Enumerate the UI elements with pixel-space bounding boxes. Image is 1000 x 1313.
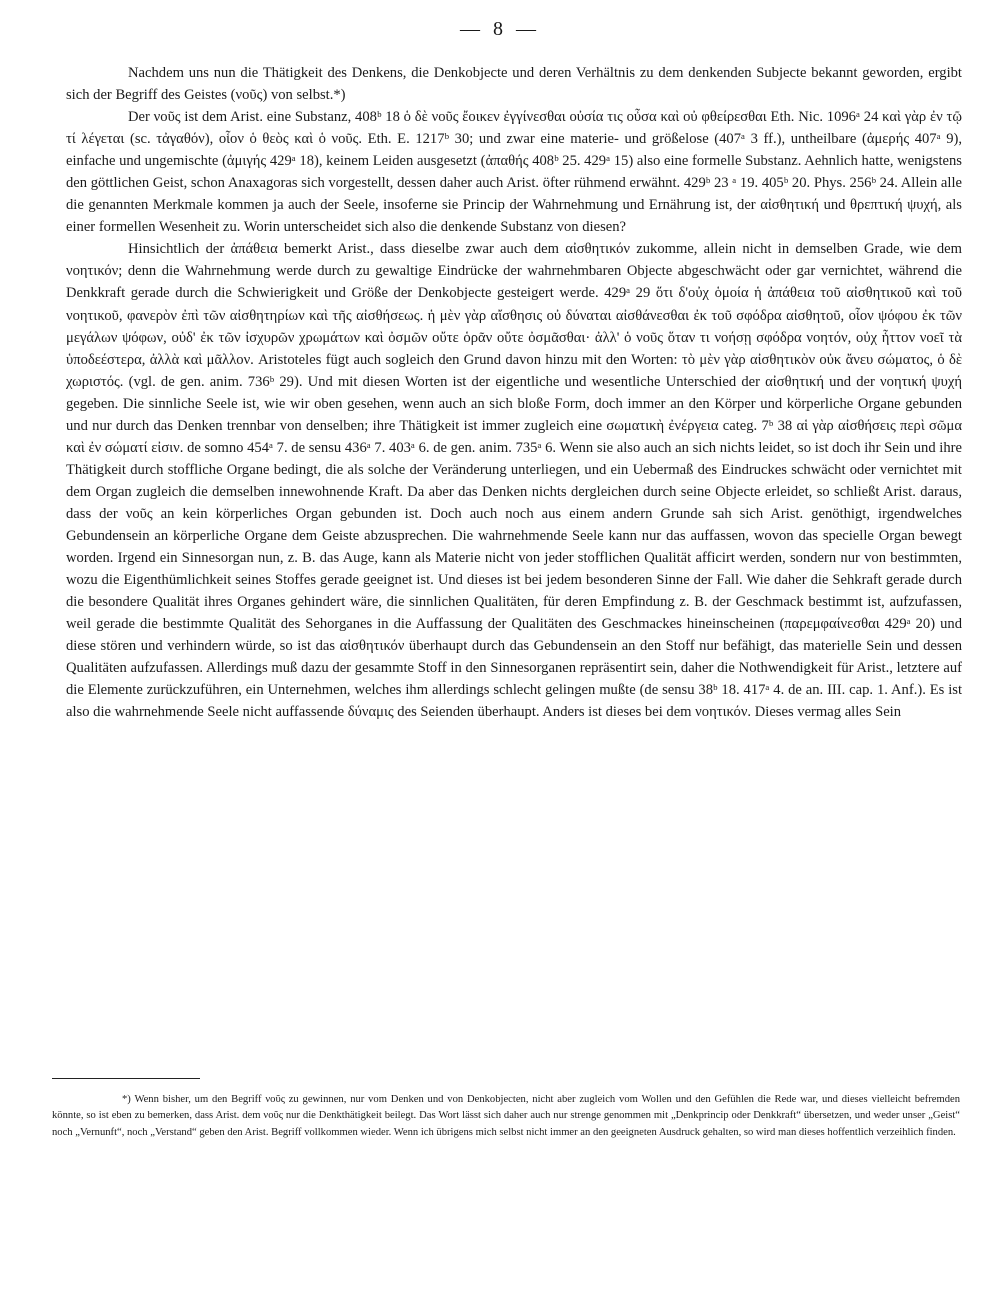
page-number: — 8 — [460, 18, 540, 40]
main-text [66, 62, 962, 723]
paragraph-apatheia: Hinsichtlich der ἀπάθεια bemerkt Arist., dass dieselbe zwar auch dem αἰσθητικόν zukomme, allein nicht in demselben Grade, wie dem νοητικόν; denn die Wahrnehmung werde durch zu gewaltige Eindrücke der wahrnehmbaren Objecte abgeschwächt oder gar vernichtet, während die Denkkraft gerade durch die Schwierigkeit und Größe der Denkobjecte gesteigert werde. 429ᵃ 29 ὅτι δ'οὐχ ὁμοία ἡ ἀπάθεια τοῦ αἰσθητικοῦ καὶ τοῦ νοητικοῦ, φανερὸν ἐπὶ τῶν αἰσθητηρίων καὶ τῆς αἰσθήσεως. ἡ μὲν γὰρ αἴσθησις οὐ δύναται αἰσθάνεσθαι ἐκ τοῦ σφόδρα αἰσθητοῦ, οἷον ψόφου ἐκ τῶν μεγάλων ψόφων, οὐδ' ἐκ τῶν ἰσχυρῶν χρωμάτων καὶ ὀσμῶν οὔτε ὁρᾶν οὔτε ὀσμᾶσθαι· ἀλλ' ὁ νοῦς ὅταν τι νοήσῃ σφόδρα νοητόν, οὐχ ἧττον νοεῖ τὰ ὑποδεέστερα, ἀλλὰ καὶ μᾶλλον. Aristoteles fügt auch sogleich den Grund davon hinzu mit den Worten: τὸ μὲν γὰρ αἰσθητικὸν οὐκ ἄνευ σώματος, ὁ δὲ χωριστός. (vgl. de gen. anim. 736ᵇ 29). Und mit diesen Worten ist der eigentliche und wesentliche Unterschied der αἰσθητική und der νοητική ψυχή gegeben. Die sinnliche Seele ist, wie wir oben gesehen, wenn auch an sich bloße Form, doch immer an den Körper und körperliche Organe gebunden und nur durch das Denken trennbar von denselben; ihre Thätigkeit ist immer zugleich eine σωματικὴ ἐνέργεια categ. 7ᵇ 38 αἱ γὰρ αἰσθήσεις περὶ σῶμα καὶ ἐν σώματί εἰσιν. de somno 454ᵃ 7. de sensu 436ᵃ 7. 403ᵃ 6. de gen. anim. 735ᵃ 6. Wenn sie also auch an sich nichts leidet, so ist doch ihr Sein und ihre Thätigkeit durch stoffliche Organe bedingt, die als solche der Veränderung unterliegen, und ein Uebermaß des Eindruckes schwächt oder vernichtet mit dem Organ zugleich die demselben innewohnende Kraft. Da aber das Denken nichts dergleichen durch seine Objecte erleidet, so schließt Arist. daraus, dass der νοῦς an kein körperliches Organ gebunden ist. Doch auch noch aus einem andern Grunde sah sich Arist. genöthigt, irgendwelches Gebundensein an körperliche Organe dem Geiste abzusprechen. Die wahrnehmende Seele kann nur das auffassen, wovon das specielle Organ bewegt worden. Irgend ein Sinnesorgan nun, z. B. das Auge, kann als Materie nicht von jeder stofflichen Qualität afficirt werden, sondern nur von bestimmten, wozu die Eigenthümlichkeit seines Stoffes gerade geeignet ist. Und dieses ist bei jedem besonderen Sinne der Fall. Wie daher die Sehkraft gerade durch die besondere Qualität ihres Organes gehindert wäre, die sinnlichen Qualitäten, für deren Empfindung z. B. der Geschmack bestimmt ist, aufzufassen, weil gerade die bestimmte Qualität des Sehorganes in die Auffassung der Qualitäten des Geschmackes hineinscheinen (παρεμφαίνεσθαι 429ᵃ 20) und diese stören und verhindern würde, so ist das αἰσθητικόν überhaupt durch das Gebundensein an den Stoff nur befähigt, das materielle Sein und dessen Qualitäten aufzufassen. Allerdings muß dazu der gesammte Stoff in den Sinnesorganen repräsentirt sein, daher die Nothwendigkeit für Arist., letztere auf die Elemente zurückzuführen, ein Unternehmen, welches ihm allerdings schlecht gelingen mußte (de sensu 38ᵇ 18. 417ᵃ 4. de an. III. cap. 1. Anf.). Es ist also die wahrnehmende Seele nicht auffassende δύναμις des Seienden überhaupt. Anders ist dieses bei dem νοητικόν. Dieses vermag alles Sein [66, 241, 962, 721]
paragraph-intro: Nachdem uns nun die Thätigkeit des Denkens, die Denkobjecte und deren Verhältnis zu dem denkenden Subjecte bekannt geworden, ergibt sich der Begriff des Geistes (νοῦς) von selbst.*) [66, 65, 962, 104]
footnote [52, 1092, 960, 1141]
footnote-divider [52, 1078, 200, 1079]
paragraph-nous-substance: Der νοῦς ist dem Arist. eine Substanz, 408ᵇ 18 ὁ δὲ νοῦς ἔοικεν ἐγγίνεσθαι οὐσία τις οὖσα καὶ οὐ φθείρεσθαι Eth. Nic. 1096ᵃ 24 καὶ γὰρ ἐν τῷ τί λέγεται (sc. τἀγαθόν), οἷον ὁ θεὸς καὶ ὁ νοῦς. Eth. E. 1217ᵇ 30; und zwar eine materie- und größelose (407ᵃ 3 ff.), untheilbare (ἀμερής 407ᵃ 9), einfache und ungemischte (ἀμιγής 429ᵃ 18), keinem Leiden ausgesetzt (ἀπαθής 408ᵇ 25. 429ᵃ 15) also eine formelle Substanz. Aehnlich hatte, wenigstens den göttlichen Geist, schon Anaxagoras sich vorgestellt, dessen daher auch Arist. öfter rühmend erwähnt. 429ᵇ 23 ᵃ 19. 405ᵇ 20. Phys. 256ᵇ 24. Allein alle die genannten Merkmale kommen ja auch der Seele, insoferne sie Princip der Wahrnehmung und Ernährung ist, der αἰσθητική und θρεπτική ψυχή, als einer formellen Wesenheit zu. Worin unterscheidet sich also die denkende Substanz von diesen? [66, 109, 962, 236]
footnote-text: *) Wenn bisher, um den Begriff νοῦς zu gewinnen, nur vom Denken und von Denkobjecten, nicht aber zugleich vom Wollen und den Gefühlen die Rede war, und dieses vielleicht befremden könnte, so ist eben zu bemerken, dass Arist. dem νοῦς nur die Denkthätigkeit beilegt. Das Wort lässt sich daher auch nur strenge genommen mit „Denkprincip oder Denkkraft“ übersetzen, und weder unser „Geist“ noch „Vernunft“, noch „Verstand“ geben den Arist. Begriff vollkommen wieder. Wenn ich übrigens mich selbst nicht immer an den geeigneten Ausdruck gehalten, so wird man dieses hoffentlich verzeihlich finden. [52, 1094, 960, 1138]
